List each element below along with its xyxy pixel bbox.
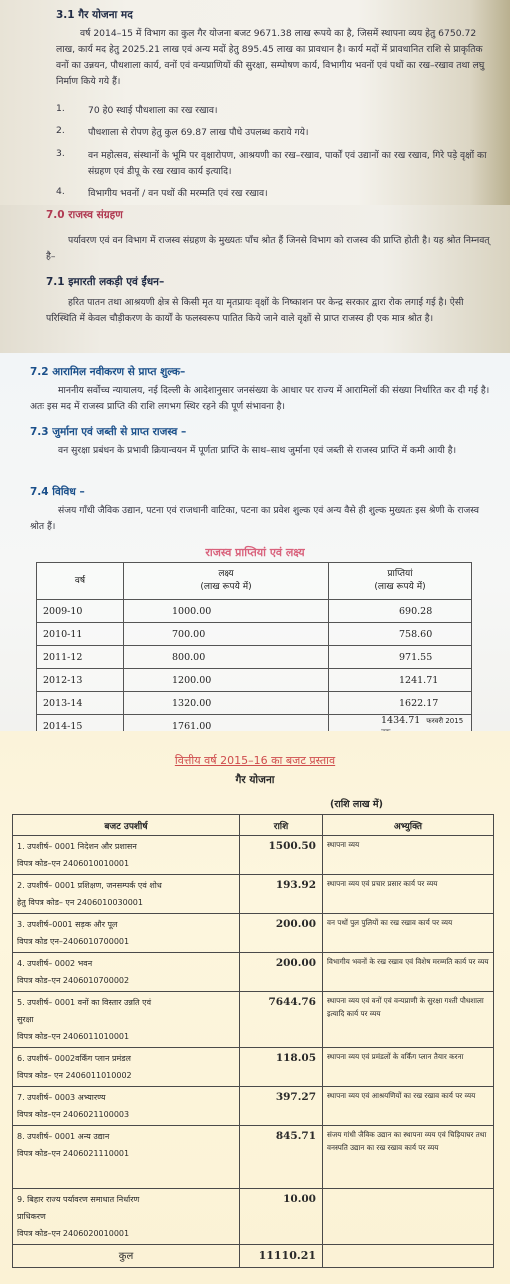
list-item: पौधशाला से रोपण हेतु कुल 69.87 लाख पौधे उपलब्ध कराये गये। xyxy=(88,127,309,138)
table-row xyxy=(13,953,494,992)
table-row xyxy=(37,600,472,623)
table-row xyxy=(13,875,494,914)
cell-head xyxy=(13,914,240,953)
cell-amount: 200.00 xyxy=(240,914,323,953)
cell-head xyxy=(13,875,240,914)
bill-code: विपत्र कोड–एन 2406010010001 xyxy=(17,859,130,868)
table-row xyxy=(37,646,472,669)
cell-year: 2011-12 xyxy=(37,646,124,669)
head-line-cont: प्राधिकरण xyxy=(17,1212,46,1221)
list-item-number: 1. xyxy=(56,103,65,114)
heading-7-3: 7.3 जुर्माना एवं जब्ती से प्राप्त राजस्व – xyxy=(30,426,187,438)
list-item-number: 4. xyxy=(56,186,65,197)
cell-actual xyxy=(329,623,472,646)
paragraph-3-1: वर्ष 2014–15 में विभाग का कुल गैर योजना बजट 9671.38 लाख रूपये का है, जिसमें स्थापना व्यय हेतु 6750.72 लाख, कार्य मद हेतु 2025.21 लाख एवं अन्य मदों हेतु 895.45 लाख का प्रावधान है। कार्य मदों में प्रावधानित राशि से प्राकृतिक वनों का उन्नयन, पौधशाला कार्य, वनों एवं वन्यप्राणियों की सुरक्षा, सम्पोषण कार्य, विभागीय भवनों एवं पथों का रख–रखाव तथा लघु निर्माण किये गये हैं। xyxy=(56,28,485,87)
actual-value: 1241.71 xyxy=(399,674,439,686)
col-amount: राशि xyxy=(240,815,323,836)
cell-actual xyxy=(329,669,472,692)
list-item: वन महोत्सव, संस्थानों के भूमि पर वृक्षारोपण, आश्रयणी का रख–रखाव, पार्कों एवं उद्यानों का रख रखाव, गिरे पड़े वृक्षों का संग्रहण एवं डीपू के रख रखाव कार्य इत्यादि। xyxy=(88,150,487,177)
table-row xyxy=(13,1189,494,1245)
cell-target: 1320.00 xyxy=(124,692,329,715)
actual-value: 758.60 xyxy=(399,628,433,640)
cell-year: 2010-11 xyxy=(37,623,124,646)
cell-actual xyxy=(329,600,472,623)
cell-year: 2009-10 xyxy=(37,600,124,623)
table-header-row xyxy=(37,563,472,600)
actual-value: 1622.17 xyxy=(399,697,439,709)
budget-unit: (राशि लाख में) xyxy=(330,799,383,810)
cell-amount: 10.00 xyxy=(240,1189,323,1245)
cell-year: 2012-13 xyxy=(37,669,124,692)
revenue-table xyxy=(36,562,472,738)
head-line: 2. उपशीर्ष– 0001 प्रशिक्षण, जनसम्पर्क एवं शोध xyxy=(17,881,162,890)
col-remark: अभ्युक्ति xyxy=(323,815,494,836)
cell-head xyxy=(13,953,240,992)
total-remark xyxy=(323,1245,494,1268)
section-7-0 xyxy=(0,205,510,353)
head-line: 5. उपशीर्ष– 0001 वनों का विस्तार उन्नति एवं xyxy=(17,998,152,1007)
cell-amount: 7644.76 xyxy=(240,992,323,1048)
head-line: 8. उपशीर्ष– 0001 अन्य उद्यान xyxy=(17,1132,110,1141)
cell-remark: संजय गांधी जैविक उद्यान का स्थापना व्यय एवं चिड़ियाघर तथा वनस्पति उद्यान का रख रखाव कार्य पर व्यय xyxy=(323,1126,494,1189)
head-line: 1. उपशीर्ष– 0001 निदेशन और प्रशासन xyxy=(17,842,137,851)
head-line: 6. उपशीर्ष– 0002वर्किंग प्लान प्रमंडल xyxy=(17,1054,131,1063)
cell-year: 2013-14 xyxy=(37,692,124,715)
bill-code: विपत्र कोड एन–2406010700001 xyxy=(17,937,130,946)
total-row xyxy=(13,1245,494,1268)
heading-7-1: 7.1 इमारती लकड़ी एवं ईंधन– xyxy=(46,276,165,288)
revenue-table-title: राजस्व प्राप्तियां एवं लक्ष्य xyxy=(205,546,305,559)
budget-title: वित्तीय वर्ष 2015–16 का बजट प्रस्ताव xyxy=(174,754,336,767)
cell-amount: 1500.50 xyxy=(240,836,323,875)
table-row xyxy=(13,1087,494,1126)
cell-target: 1000.00 xyxy=(124,600,329,623)
head-line: 9. बिहार राज्य पर्यावरण समाधात निर्धारण xyxy=(17,1195,140,1204)
cell-target: 1200.00 xyxy=(124,669,329,692)
cell-remark: स्थापना व्यय एवं वनों एवं वन्यप्राणी के सुरक्षा गश्ती पौधशाला इत्यादि कार्य पर व्यय xyxy=(323,992,494,1048)
cell-head xyxy=(13,992,240,1048)
cell-remark: विभागीय भवनों के रख रखाव एवं विशेष मरम्मति कार्य पर व्यय xyxy=(323,953,494,992)
heading-7-4: 7.4 विविध – xyxy=(30,486,85,498)
section-3-1 xyxy=(0,0,510,205)
col-target: लक्ष्य (लाख रूपये में) xyxy=(124,563,329,600)
col-budget-head: बजट उपशीर्ष xyxy=(13,815,240,836)
paragraph-7-2: माननीय सर्वोच्च न्यायालय, नई दिल्ली के आदेशानुसार जनसंख्या के आधार पर राज्य में आरामिलों की संख्या निर्धारित कर दी गई है। अतः इस मद में राजस्व प्राप्ति की राशि लगभग स्थिर रहने की पूर्ण संभावना है। xyxy=(30,385,490,412)
budget-table xyxy=(12,814,494,1268)
cell-remark: स्थापना व्यय xyxy=(323,836,494,875)
cell-target: 800.00 xyxy=(124,646,329,669)
cell-head xyxy=(13,1189,240,1245)
bill-code: विपत्र कोड–एन 2406011010001 xyxy=(17,1032,130,1041)
section-7-2 xyxy=(0,353,510,731)
table-row xyxy=(13,1126,494,1189)
cell-head xyxy=(13,836,240,875)
cell-remark: वन पथों पुल पुलियों का रख रखाव कार्य पर व्यय xyxy=(323,914,494,953)
table-row xyxy=(37,692,472,715)
actual-value: 690.28 xyxy=(399,605,433,617)
list-item-number: 2. xyxy=(56,125,65,136)
cell-amount: 118.05 xyxy=(240,1048,323,1087)
paragraph-7-1: हरित पातन तथा आश्रयणी क्षेत्र से किसी मृत या मृतप्रायः वृक्षों के निष्काशन पर केन्द्र सरकार द्वारा रोक लगाई गई है। ऐसी परिस्थिति में केवल चौड़ीकरण के कार्यों के फलस्वरूप पातित किये जाने वाले वृक्षों से प्राप्त राजस्व ही एक मात्र श्रोत है। xyxy=(46,297,464,324)
bill-code: विपत्र कोड–एन 2406020010001 xyxy=(17,1229,130,1238)
head-line-cont: सुरक्षा xyxy=(17,1015,34,1024)
table-row xyxy=(13,836,494,875)
heading-7-0: 7.0 राजस्व संग्रहण xyxy=(46,209,123,221)
bill-code: विपत्र कोड– एन 2406011010002 xyxy=(17,1071,132,1080)
actual-value: 1434.71 xyxy=(381,715,421,726)
table-row xyxy=(37,669,472,692)
cell-actual xyxy=(329,646,472,669)
total-label: कुल xyxy=(13,1245,240,1268)
head-line: 7. उपशीर्ष– 0003 अभ्यारण्य xyxy=(17,1093,106,1102)
col-actual: प्राप्तियां (लाख रूपये में) xyxy=(329,563,472,600)
cell-actual xyxy=(329,692,472,715)
paragraph-7-3: वन सुरक्षा प्रबंधन के प्रभावी क्रियान्वयन में पूर्णता प्राप्ति के साथ–साथ जुर्माना एवं जब्ती से राजस्व प्राप्ति में कमी आयी है। xyxy=(58,445,457,456)
cell-amount: 200.00 xyxy=(240,953,323,992)
bill-code: विपत्र कोड–एन 2406021110001 xyxy=(17,1149,130,1158)
table-row xyxy=(13,1048,494,1087)
table-row xyxy=(37,623,472,646)
actual-value: 971.55 xyxy=(399,651,433,663)
col-year: वर्ष xyxy=(37,563,124,600)
head-line: 4. उपशीर्ष– 0002 भवन xyxy=(17,959,93,968)
table-row xyxy=(13,914,494,953)
paragraph-7-4: संजय गाँधी जैविक उद्यान, पटना एवं राजधानी वाटिका, पटना का प्रवेश शुल्क एवं अन्य वैसे ही शुल्क मुख्यतः इस श्रेणी के राजस्व श्रोत हैं। xyxy=(30,505,479,532)
bill-code: विपत्र कोड–एन 2406021100003 xyxy=(17,1110,130,1119)
budget-section xyxy=(0,731,510,1284)
actual-note: फरवरी 2015 xyxy=(426,717,464,725)
bill-code: विपत्र कोड–एन 2406010700002 xyxy=(17,976,130,985)
cell-remark: स्थापना व्यय एवं आश्रयणियों का रख रखाव कार्य पर व्यय xyxy=(323,1087,494,1126)
cell-head xyxy=(13,1048,240,1087)
budget-subtitle: गैर योजना xyxy=(235,774,275,786)
cell-remark: स्थापना व्यय एवं प्रचार प्रसार कार्य पर व्यय xyxy=(323,875,494,914)
head-line: 3. उपशीर्ष–0001 सड़क और पूल xyxy=(17,920,118,929)
bill-code: हेतु विपत्र कोड– एन 2406010030001 xyxy=(17,898,143,907)
cell-target: 1761.00 xyxy=(124,715,329,738)
cell-year: 2014-15 xyxy=(37,715,124,738)
list-item: विभागीय भवनों / वन पथों की मरम्मति एवं रख रखाव। xyxy=(88,188,268,199)
table-header-row xyxy=(13,815,494,836)
cell-amount: 397.27 xyxy=(240,1087,323,1126)
heading-7-2: 7.2 आरामिल नवीकरण से प्राप्त शुल्क– xyxy=(30,366,186,378)
cell-head xyxy=(13,1087,240,1126)
cell-amount: 193.92 xyxy=(240,875,323,914)
paragraph-7-0: पर्यावरण एवं वन विभाग में राजस्व संग्रहण के मुख्यतः पाँच श्रोत हैं जिनसे विभाग को राजस्व की प्राप्ति होती है। यह श्रोत निम्नवत् है– xyxy=(46,235,490,262)
list-item-number: 3. xyxy=(56,148,65,159)
cell-remark xyxy=(323,1189,494,1245)
table-row xyxy=(13,992,494,1048)
cell-remark: स्थापना व्यय एवं प्रमंडलों के वर्किंग प्लान तैयार करना xyxy=(323,1048,494,1087)
list-item: 70 हे0 स्थाई पौधशाला का रख रखाव। xyxy=(88,105,218,116)
heading-3-1: 3.1 गैर योजना मद xyxy=(56,9,133,21)
cell-target: 700.00 xyxy=(124,623,329,646)
cell-amount: 845.71 xyxy=(240,1126,323,1189)
cell-head xyxy=(13,1126,240,1189)
total-amount: 11110.21 xyxy=(240,1245,323,1268)
